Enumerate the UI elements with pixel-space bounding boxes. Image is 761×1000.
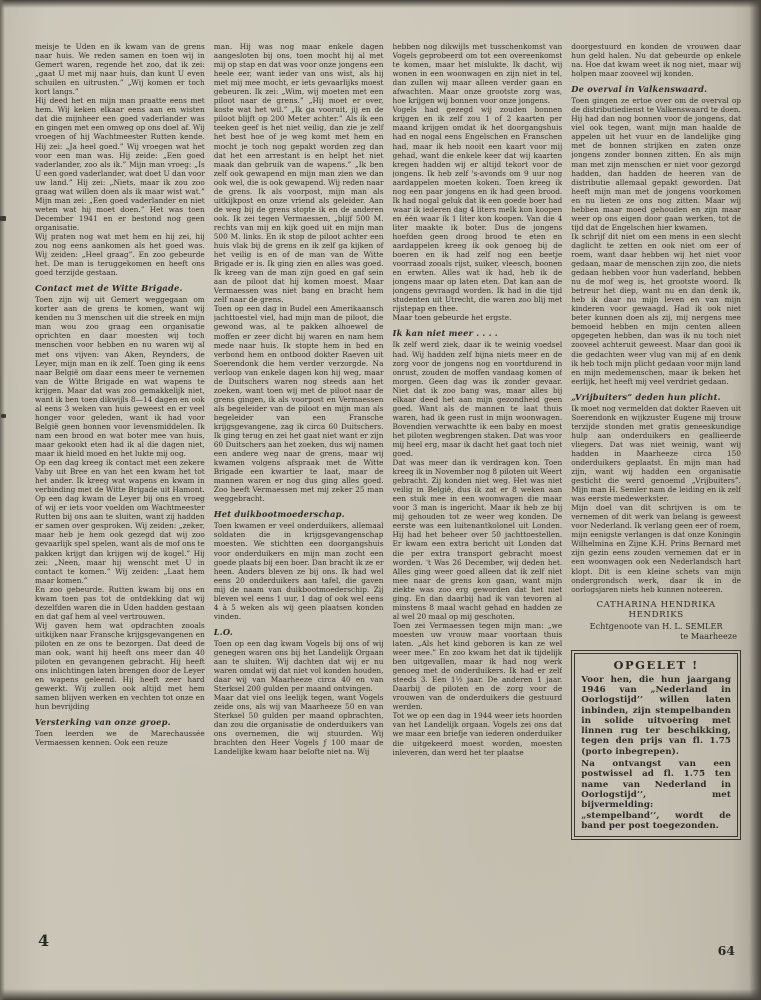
paragraph: Ik moet nog vermelden dat dokter Raeven uit Soerendonk en wijkzuster Eugene mij trouw terzijde stonden met gratis geneeskundige hulp aan onderduikers en geallieerde vliegers. Dat was niet weinig, want wij hadden in Maarheeze circa 150 onderduikers geplaatst. En mijn man had zijn, want wij hadden een organisatie gesticht die werd genoemd „Vrijbuiters”. Mijn man H. Semler nam de leiding en ik zelf was eerste medewerkster.: [571, 403, 741, 504]
binding-notice-box: [571, 650, 741, 840]
column-2: [214, 42, 384, 947]
paragraph: Vogels had gezegd wij zouden bonnen krijgen en ik zelf zou 1 of 2 kaarten per maand krijgen omdat ik het doorgangshuis had en nogal eens Engelschen en Franschen had, maar ik heb nooit een kaart voor mij gehad, want die enkele keer dat wij kaarten kregen hadden wij er altijd tekort voor de jongens. Ik heb zelf 's-avonds om 9 uur nog aardappelen moeten koken. Toen kreeg ik nog een paar jongens en ik had geen brood. Ik had nogal geluk dat ik een goede boer had waar ik iederen dag 4 liters melk kon koopen en één waar ik 1 liter kon koopen. Van die 4 liter maakte ik boter. Dus de jongens hoefden geen droog brood te eten en aardappelen kreeg ik ook genoeg bij de boeren en ik had zelf nog een beetje voorraad zooals rijst, suiker, vleesch, boonen en erwten. Alles wat ik had, heb ik de jongens maar op laten eten. Dat kan aan de jongens gevraagd worden. Ik had in die tijd studenten uit Utrecht, die waren zoo blij met rijstepap en thee.: [392, 105, 563, 314]
section-heading: Contact met de Witte Brigade.: [35, 283, 183, 294]
signature-line: Echtgenoote van H. L. SEMLER: [589, 620, 723, 631]
paragraph: Dat was meer dan ik verdragen kon. Toen kreeg ik in November nog 8 piloten uit Weert gebracht. Zij konden niet weg. Het was niet veilig in België, dus ik zat er 8 weken aan een stuk mee in een woonwagen die maar voor 3 man is ingericht. Maar ik heb ze bij mij gehouden tot ze weer weg konden. De eerste was een luitenantkolonel uit Londen. Hij had het beheer over 50 jachttoestellen. Er kwam een extra bericht uit Londen dat die per extra transport gebracht moest worden. 't Was 26 December, wij deden het. Alles ging weer goed alleen dat ik zelf niet mee naar de grens kon gaan, want mijn ziekte was zoo erg geworden dat het niet ging. En dan daarbij had ik van tevoren al minstens 8 maal wacht gehad en hadden ze al wel 20 maal op mij geschoten.: [392, 458, 563, 621]
scan-speck: [1, 414, 6, 418]
paragraph: Toen zei Vermaessen tegen mijn man: „we moesten uw vrouw maar voortaan thuis laten. „Als het kind geboren is kan ze wel weer mee.” En zoo kwam het dat ik tijdelijk ben uitgevallen, maar ik had nog werk genoeg met de onderduikers. Ik had er zelf steeds 3. Een 1½ jaar. De anderen 1 jaar. Daarbij de piloten en de zorg voor de vrouwen van de onderduikers die gestuurd werden.: [392, 620, 563, 712]
paragraph: Wij praten nog wat met hem en hij zei, hij zou nog eens aankomen als het goed was. Wij zeiden: „Heel graag”. En zoo gebeurde het. De man is teruggekomen en heeft ons goed terzijde gestaan.: [35, 231, 205, 278]
scan-edge-right: [749, 0, 761, 1000]
section-heading: De overval in Valkenswaard.: [571, 84, 708, 95]
notice-paragraph: Voor hen, die hun jaargang 1946 van „Nederland in Oorlogstijd’’ willen laten inbinden, zijn stempelbanden in solide uitvoering met linnen rug ter beschikking, tegen den prijs van fl. 1.75 (porto inbegrepen).: [581, 674, 731, 757]
paragraph: Ik schrijf dit niet om een mens in een slecht daglicht te zetten en ook niet om eer of roem, want daar hebben wij het niet voor gedaan, maar de menschen zijn zoo, die niets gedaan hebben voor hun vaderland, hebben nu de mof weg is, het grootste woord. Ik betreur het diep, want nu en dan denk ik, heb ik daar nu mijn leven en van mijn kinderen voor gewaagd. Had ik ook niet beter kunnen doen als zij, mij nergens mee bemoeid hebben en mijn centen alleen opgegeten hebben, dan was ik nu toch niet zooveel achteruit geweest. Maar dan gooi ik die gedachten weer vlug van mij af en denk ik heb toch mijn plicht gedaan voor mijn land en mijn medemenschen, maar ik beken het eerlijk, het heeft mij veel verdriet gedaan.: [571, 231, 741, 386]
page-number-left: 4: [38, 931, 50, 950]
paragraph: Wij gaven hem wat opdrachten zooals uitkijken naar Fransche krijgsgevangenen en piloten en ze ons te bezorgen. Dat deed de man ook, want hij heeft ons meer dan 40 piloten en gevangenen gebracht. Hij heeft ons inlichtingen laten brengen door de Leyer en wapens geleend. Hij heeft zeer hard gewerkt. Wij zullen ook altijd met hem samen blijven werken en vechten tot onze en hun bevrijding: [35, 620, 205, 712]
paragraph: Toen op een dag in Budel een Amerikaansch jachttoestel viel, had mijn man de piloot, die gewond was, al te pakken alhoewel de moffen er zeer dicht bij waren en nam hem mede naar huis. Ik stopte hem in bed en verbond hem en ontbood dokter Raeven uit Soerendonk die hem verder verzorgde. Na verloop van enkele dagen kon hij weg, maar de Duitschers waren nog steeds aan het zoeken, want toen wij met de piloot naar de grens gingen, ik als voorpost en Vermaessen als begeleider van de piloot en mijn man als begeleider van een Fransche krijgsgevangene, zag ik circa 60 Duitschers. Ik ging terug en zei het gaat niet want er zijn 60 Duitschers aan het zoeken, dus wij namen een andere weg naar de grens, maar wij kwamen volgens afspraak met de Witte Brigade een kwartier te laat, maar de mannen waren er nog dus ging alles goed. Zoo heeft Vermaessen met mij zeker 25 man weggebracht.: [213, 304, 384, 504]
column-4-text: [571, 42, 741, 641]
paragraph: meisje te Uden en ik kwam van de grens naar huis. We reden samen en toen wij in Gemert waren, regende het zoo, dat ik zei: „gaat U met mij naar huis, dan kunt U even schuilen en uitrusten.” „Wij komen er toch kort langs.”: [35, 42, 205, 97]
paragraph: Toen op een dag kwam Vogels bij ons of wij genegen waren ons bij het Landelijk Orgaan aan te sluiten. Wij dachten dat wij er nu waren omdat wij dat niet vol konden houden, daar wij van Maarheeze circa 40 en van Sterksel 200 gulden per maand ontvingen.: [213, 638, 384, 694]
notice-paragraph: Na ontvangst van een postwissel ad fl. 1.75 ten name van Nederland in Oorlogstijd’’, met bijvermelding: „stempelband’’, wordt de band per post toegezonden.: [581, 759, 731, 831]
section-heading: Versterking van onze groep.: [35, 717, 171, 728]
paragraph: Op een dag kreeg ik contact met een zekere Vaby uit Bree en van het een kwam het tot het ander. Ik kreeg wat wapens en kwam in verbinding met de Witte Brigade uit Hamont. Op een dag kwam de Leyer bij ons en vroeg of wij er iets voor voelden om Wachtmeester Rutten bij ons aan te sluiten, want zij hadden er samen over gesproken. Wij zeiden: „zeker, maar heb je hem ook gezegd dat wij zoo gevaarlijk spel spelen, want als de mof ons te pakken krijgt dan krijgen wij de kogel.” Hij zei: „Neen, maar hij wenscht met U in contact te komen.” Wij zeiden: „Laat hem maar komen.”: [35, 458, 205, 585]
section-heading: Ik kan niet meer . . . .: [392, 328, 498, 339]
paragraph: doorgestuurd en konden de vrouwen daar hun geld halen. Nu dat gebeurde op enkele na. Hoe dat kwam weet ik nog niet, maar wij holpen maar zooveel wij konden.: [571, 42, 741, 79]
paragraph: hebben nog dikwijls met tusschenkomst van Vogels geprobeerd om tot een overeenkomst te komen, maar het mislukte. Ik dacht, wij wonen in een woonwagen en zijn niet in tel, dan zullen wij maar alleen verder gaan en afwachten. Maar onze grootste zorg was, hoe krijgen wij bonnen voor onze jongens.: [392, 42, 563, 106]
paragraph: Toen gingen ze ertoe over om de overval op de distributiedienst te Valkenswaard te doen. Hij had dan nog bonnen voor de jongens, dat viel ook tegen, want mijn man haalde de appelen uit het vuur en de landelijke ging met de bonnen strijken en zaten onze jongens zonder bonnen zitten. En als mijn man met zijn menschen er niet voor gezorgd hadden, dan hadden de heeren van de distributie allemaal gepakt geworden. Dat heeft mijn man met de jongens voorkomen en nu lieten ze ons nog zitten. Maar wij hebben maar moed gehouden en zijn maar weer op ons eigen door gaan werken, tot de tijd dat de Engelschen hier kwamen.: [571, 96, 741, 232]
paragraph: Toen zijn wij uit Gemert weggegaan om korter aan de grens te komen, want wij kenden nu 3 menschen uit die streek en mijn man wou zoo graag een organisatie oprichten en daar moesten wij toch menschen voor hebben en nu waren wij al met ons vijven: van Aken, Reynders, de Leyer, mijn man en ik zelf. Toen ging ik eens naar België om daar eens meer te vernemen van de Witte Brigade en wat wapens te krijgen. Maar dat was zoo gemakkelijk niet, want ik ben toen dikwijls 8—14 dagen en ook al eens 3 weken van huis geweest en er veel honger voor geleden, want ik had voor België geen bonnen voor levensmiddelen. Ik nam een brood en wat boter mee van huis, maar gekookt eten had ik al die dagen niet, maar ik hield moed en het lukte mij oog.: [35, 295, 205, 459]
column-1: [35, 42, 205, 947]
signature-place: te Maarheeze: [680, 630, 737, 641]
paragraph: Maar toen gebeurde het ergste.: [392, 313, 512, 323]
paragraph: Toen leerden we de Marechaussée Vermaessen kennen. Ook een reuze: [35, 729, 205, 748]
scan-edge-top: [0, 0, 761, 8]
paragraph: Ik zelf werd ziek, daar ik te weinig voedsel had. Wij hadden zelf bijna niets meer en de zorg voor de jongens nog en voortdurend in onrust, zouden de moffen vandaag komen of morgen. Geen dag was ik zonder gevaar. Niet dat ik zoo bang was, maar alles bij elkaar deed het aan mijn gezondheid geen goed. Want als de mannen te laat thuis waren, had ik geen rust in mijn woonwagen. Bovendien verwachtte ik een baby en moest het piloten wegbrengen staken. Dat was voor mij heel erg, maar ik dacht het gaat toch niet goed.: [392, 340, 563, 459]
text-columns: [35, 42, 741, 947]
notice-body: [581, 675, 731, 831]
paragraph: man. Hij was nog maar enkele dagen aangesloten bij ons, toen mocht hij al met mij op stap en dat was voor onze jongens een heele eer, want ieder van ons wist, als hij met mij mee mocht, er iets gevaarlijks moest gebeuren. Ik zei: „Wim, wij moeten met een piloot naar de grens.” „Hij moet er over, koste wat het wil.” „Ik ga vooruit, jij en de piloot blijft op 200 Meter achter.” Als ik een teeken geef is het niet veilig, dan zie je zelf het best hoe of je weg komt met hem en mocht je toch nog gepakt worden zeg dan dat het een arrestant is en helpt het niet maak dan gebruik van de wapens.” „Ik ben zelf ook gewapend en mijn man zien we dan ook wel, die is ook gewapend. Wij reden naar de grens. Ik als voorpost, mijn man als uitkijkpost en onze vriend als geleider. Aan de weg bij de grens stopte ik en de anderen ook. Ik zei tegen Vermaessen, „blijf 500 M. rechts van mij en kijk goed uit en mijn man 500 M. links. En ik stop de piloot achter een huis vlak bij de grens en ik zelf ga kijken of het veilig is en of de man van de Witte Brigade er is. Ik ging zien en alles was goed. Ik kreeg van de man zijn goed en gaf sein aan de piloot dat hij komen moest. Maar Vermaessen was niet bang en bracht hem zelf naar de grens.: [213, 42, 384, 305]
scan-speck: [0, 216, 6, 221]
paragraph: Mijn doel van dit schrijven is om te vernemen of dit werk van belang is geweest voor Nederland. Ik verlang geen eer of roem, mijn eenigste verlangen is dat onze Koningin Wilhelmina en Zijne K.H. Prins Bernard met zijn gezin eens zouden vernemen dat er in een woonwagen ook een Nederlandsch hart klopt. Dit is een kleine schets van mijn ondergrondsch werk, daar ik in de oorlogsjaren niets heb kunnen noteeren.: [571, 503, 741, 594]
notice-title: OPGELET !: [613, 657, 699, 672]
signature-name: CATHARINA HENDRIKA HENDRIKS: [596, 599, 716, 621]
page-number-right: 64: [717, 943, 735, 958]
paragraph: Toen kwamen er veel onderduikers, allemaal soldaten die in krijgsgevangenschap moesten. We stichtten een doorgangshuis voor onderduikers en mijn man zocht een goede plaats bij een boer. Dan bracht ik ze er heen. Anders bleven ze bij ons. Ik had wel eens 20 onderduikers aan tafel, die gaven mij de naam van duikbootmoederschip. Zij bleven wel eens 1 uur, 1 dag of ook wel eens 4 à 5 weken als wij geen plaatsen konden vinden.: [213, 521, 384, 621]
paragraph: En zoo gebeurde. Rutten kwam bij ons en kwam toen pas tot de ontdekking dat wij dezelfden waren die in Uden hadden gestaan en dat gaf hem al veel vertrouwen.: [35, 584, 205, 621]
section-heading: Het duikbootmoederschap.: [213, 509, 345, 520]
scan-edge-left: [0, 0, 5, 1000]
section-heading: L.O.: [213, 626, 233, 637]
section-heading: „Vrijbuiters” deden hun plicht.: [571, 391, 721, 402]
scan-edge-bottom: [0, 989, 761, 1000]
column-3: [393, 42, 563, 947]
paragraph: Tot we op een dag in 1944 weer iets hoorden van het Landelijk orgaan. Vogels zei ons dat we maar een briefje van iederen onderduiker die uitgekeerd moest worden, moesten inleveren, dan werd het ter plaatse: [392, 711, 563, 757]
paragraph: Hij deed het en mijn man praatte eens met hem. Wij keken elkaar eens aan en wisten dat die mijnheer een goed vaderlander was en gingen met een omweg op ons doel af. Wij vroegen of hij Wachtmeester Rutten kende. Hij zei: „Ja heel goed.” Wij vroegen wat het voor een man was. Hij zeide: „Een goed vaderlander, zoo als ik.” Mijn man vroeg: „Is U een goed vaderlander, wat doet U dan voor uw land.” Hij zei: „Niets, maar ik zou zoo graag wat willen doen als ik maar wist wat.” Mijn man zei: „Een goed vaderlander en niet weten wat hij moet doen.” Het was toen December 1941 en er bestond nog geen organisatie.: [35, 96, 205, 232]
paragraph: Maar dat viel ons leelijk tegen, want Vogels zeide ons, als wij van Maarheeze 50 en van Sterksel 50 gulden per maand opbrachten, dan zou die organisatie de onderduikers van ons overnemen, die wij stuurden. Wij brachten den Heer Vogels ƒ 100 maar de Landelijke kwam haar belofte niet na. Wij: [213, 693, 384, 757]
column-4: [571, 42, 741, 947]
